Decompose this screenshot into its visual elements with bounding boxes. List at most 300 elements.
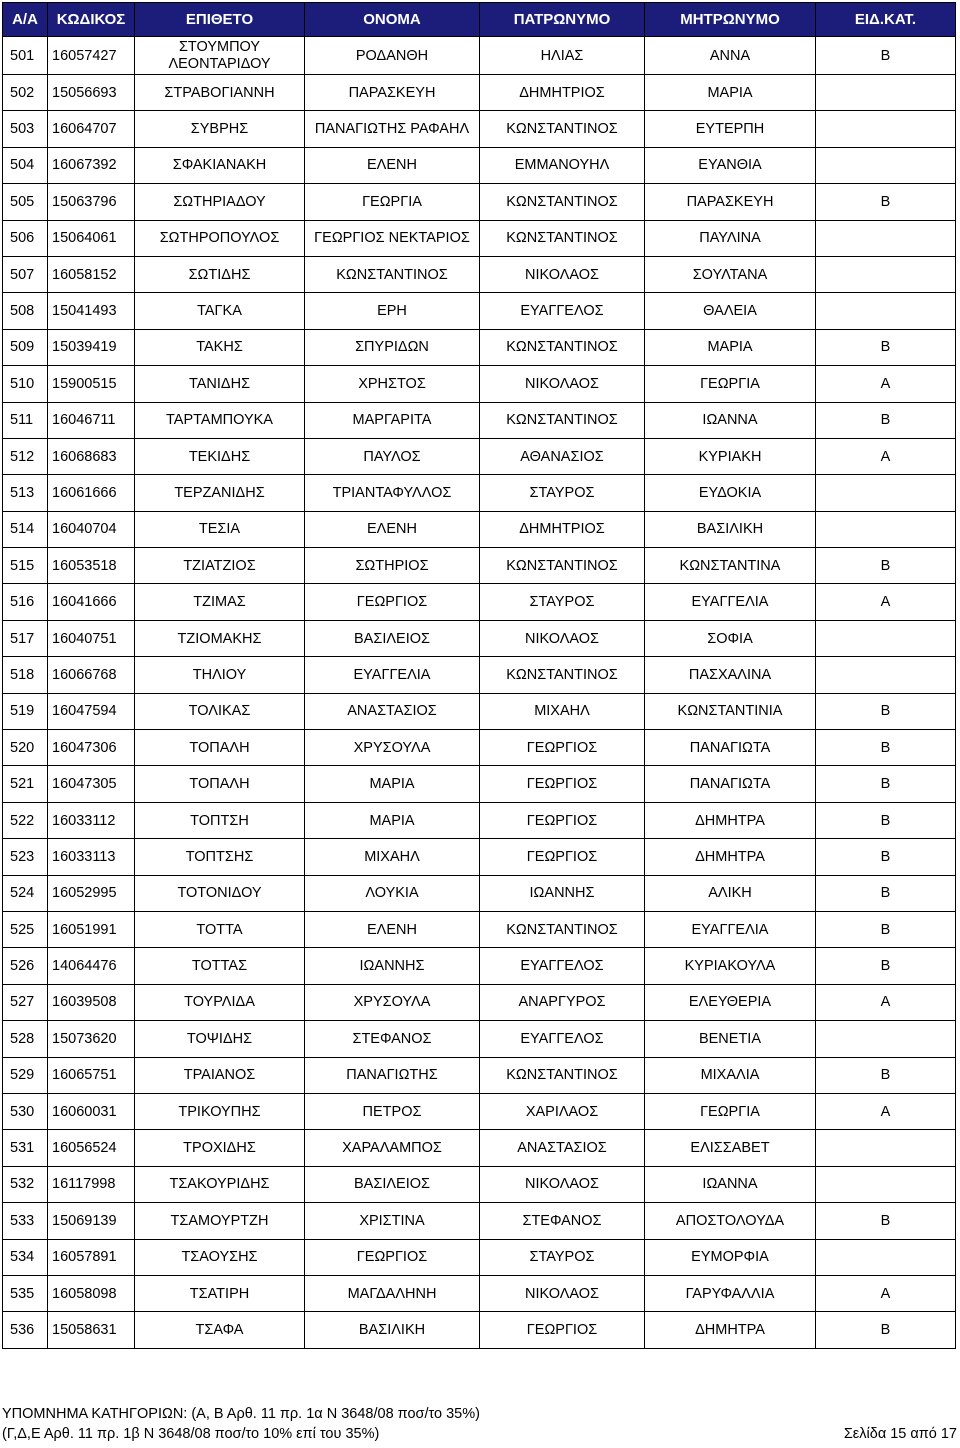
cell-aa: 509: [3, 329, 48, 365]
cell-special-category: Α: [816, 1093, 956, 1129]
cell-mother-name: ΣΟΦΙΑ: [645, 620, 816, 656]
cell-mother-name: ΔΗΜΗΤΡΑ: [645, 1312, 816, 1348]
cell-special-category: Β: [816, 184, 956, 220]
header-father-name: ΠΑΤΡΩΝΥΜΟ: [480, 3, 645, 37]
cell-name: ΚΩΝΣΤΑΝΤΙΝΟΣ: [305, 256, 480, 292]
cell-mother-name: ΠΑΝΑΓΙΩΤΑ: [645, 766, 816, 802]
cell-surname: ΤΟΛΙΚΑΣ: [135, 693, 305, 729]
cell-surname: ΤΕΚΙΔΗΣ: [135, 438, 305, 474]
cell-aa: 510: [3, 366, 48, 402]
cell-name: ΡΟΔΑΝΘΗ: [305, 37, 480, 75]
cell-special-category: Β: [816, 766, 956, 802]
cell-special-category: Β: [816, 911, 956, 947]
cell-mother-name: ΜΙΧΑΛΙΑ: [645, 1057, 816, 1093]
cell-name: ΠΑΝΑΓΙΩΤΗΣ: [305, 1057, 480, 1093]
cell-surname: ΤΟΥΡΛΙΔΑ: [135, 984, 305, 1020]
table-row: [3, 657, 956, 693]
cell-mother-name: ΙΩΑΝΝΑ: [645, 1166, 816, 1202]
cell-surname: ΤΑΚΗΣ: [135, 329, 305, 365]
cell-father-name: ΓΕΩΡΓΙΟΣ: [480, 766, 645, 802]
table-row: [3, 620, 956, 656]
cell-father-name: ΚΩΝΣΤΑΝΤΙΝΟΣ: [480, 329, 645, 365]
cell-mother-name: ΓΑΡΥΦΑΛΛΙΑ: [645, 1275, 816, 1311]
cell-code: 16060031: [48, 1093, 135, 1129]
cell-special-category: Β: [816, 693, 956, 729]
cell-special-category: [816, 293, 956, 329]
cell-father-name: ΣΤΑΥΡΟΣ: [480, 475, 645, 511]
cell-surname: ΤΟΠΑΛΗ: [135, 766, 305, 802]
table-row: [3, 911, 956, 947]
cell-special-category: Β: [816, 1203, 956, 1239]
header-aa: Α/Α: [3, 3, 48, 37]
cell-special-category: Β: [816, 329, 956, 365]
document-sheet: [2, 2, 955, 1349]
cell-name: ΣΤΕΦΑΝΟΣ: [305, 1021, 480, 1057]
cell-name: ΓΕΩΡΓΙΑ: [305, 184, 480, 220]
cell-code: 15073620: [48, 1021, 135, 1057]
cell-surname: ΤΖΙΟΜΑΚΗΣ: [135, 620, 305, 656]
cell-special-category: [816, 475, 956, 511]
header-code: ΚΩΔΙΚΟΣ: [48, 3, 135, 37]
page-number: Σελίδα 15 από 17: [843, 1426, 957, 1442]
cell-surname: ΤΟΠΑΛΗ: [135, 730, 305, 766]
cell-surname: ΤΗΛΙΟΥ: [135, 657, 305, 693]
cell-special-category: [816, 147, 956, 183]
cell-special-category: Β: [816, 802, 956, 838]
cell-code: 16061666: [48, 475, 135, 511]
cell-code: 16052995: [48, 875, 135, 911]
cell-code: 16068683: [48, 438, 135, 474]
table-row: [3, 111, 956, 147]
cell-surname: ΤΣΑΚΟΥΡΙΔΗΣ: [135, 1166, 305, 1202]
cell-code: 16065751: [48, 1057, 135, 1093]
page-footer: [2, 1404, 957, 1444]
cell-aa: 516: [3, 584, 48, 620]
cell-name: ΠΑΡΑΣΚΕΥΗ: [305, 75, 480, 111]
cell-aa: 513: [3, 475, 48, 511]
cell-special-category: Α: [816, 1275, 956, 1311]
cell-mother-name: ΕΥΔΟΚΙΑ: [645, 475, 816, 511]
cell-aa: 503: [3, 111, 48, 147]
table-row: [3, 329, 956, 365]
cell-aa: 518: [3, 657, 48, 693]
cell-code: 15056693: [48, 75, 135, 111]
cell-special-category: [816, 1166, 956, 1202]
cell-father-name: ΧΑΡΙΛΑΟΣ: [480, 1093, 645, 1129]
table-row: [3, 511, 956, 547]
candidates-table: [2, 2, 956, 1349]
cell-mother-name: ΒΕΝΕΤΙΑ: [645, 1021, 816, 1057]
cell-special-category: [816, 657, 956, 693]
cell-surname: ΤΣΑΤΙΡΗ: [135, 1275, 305, 1311]
table-row: [3, 366, 956, 402]
cell-code: 16056524: [48, 1130, 135, 1166]
cell-code: 15064061: [48, 220, 135, 256]
cell-name: ΤΡΙΑΝΤΑΦΥΛΛΟΣ: [305, 475, 480, 511]
cell-aa: 524: [3, 875, 48, 911]
cell-code: 16047594: [48, 693, 135, 729]
table-row: [3, 475, 956, 511]
cell-name: ΑΝΑΣΤΑΣΙΟΣ: [305, 693, 480, 729]
cell-special-category: [816, 111, 956, 147]
cell-name: ΧΡΥΣΟΥΛΑ: [305, 730, 480, 766]
cell-father-name: ΙΩΑΝΝΗΣ: [480, 875, 645, 911]
cell-mother-name: ΘΑΛΕΙΑ: [645, 293, 816, 329]
cell-mother-name: ΒΑΣΙΛΙΚΗ: [645, 511, 816, 547]
cell-father-name: ΚΩΝΣΤΑΝΤΙΝΟΣ: [480, 657, 645, 693]
cell-aa: 517: [3, 620, 48, 656]
cell-father-name: ΣΤΑΥΡΟΣ: [480, 584, 645, 620]
cell-name: ΧΑΡΑΛΑΜΠΟΣ: [305, 1130, 480, 1166]
cell-father-name: ΝΙΚΟΛΑΟΣ: [480, 256, 645, 292]
cell-surname: ΤΕΡΖΑΝΙΔΗΣ: [135, 475, 305, 511]
cell-aa: 531: [3, 1130, 48, 1166]
cell-name: ΕΛΕΝΗ: [305, 511, 480, 547]
cell-father-name: ΓΕΩΡΓΙΟΣ: [480, 1312, 645, 1348]
cell-name: ΠΑΥΛΟΣ: [305, 438, 480, 474]
cell-name: ΓΕΩΡΓΙΟΣ: [305, 1239, 480, 1275]
cell-special-category: Β: [816, 37, 956, 75]
cell-father-name: ΕΥΑΓΓΕΛΟΣ: [480, 293, 645, 329]
cell-aa: 520: [3, 730, 48, 766]
cell-aa: 527: [3, 984, 48, 1020]
table-row: [3, 948, 956, 984]
cell-code: 16047305: [48, 766, 135, 802]
cell-aa: 522: [3, 802, 48, 838]
cell-mother-name: ΕΛΕΥΘΕΡΙΑ: [645, 984, 816, 1020]
cell-name: ΣΠΥΡΙΔΩΝ: [305, 329, 480, 365]
cell-aa: 529: [3, 1057, 48, 1093]
cell-name: ΛΟΥΚΙΑ: [305, 875, 480, 911]
cell-mother-name: ΕΥΜΟΡΦΙΑ: [645, 1239, 816, 1275]
cell-mother-name: ΠΑΡΑΣΚΕΥΗ: [645, 184, 816, 220]
cell-code: 16057427: [48, 37, 135, 75]
cell-surname: ΤΣΑΜΟΥΡΤΖΗ: [135, 1203, 305, 1239]
header-name: ΟΝΟΜΑ: [305, 3, 480, 37]
cell-mother-name: ΜΑΡΙΑ: [645, 329, 816, 365]
cell-code: 14064476: [48, 948, 135, 984]
cell-name: ΓΕΩΡΓΙΟΣ ΝΕΚΤΑΡΙΟΣ: [305, 220, 480, 256]
cell-code: 16040704: [48, 511, 135, 547]
cell-father-name: ΝΙΚΟΛΑΟΣ: [480, 1166, 645, 1202]
cell-aa: 507: [3, 256, 48, 292]
cell-father-name: ΗΛΙΑΣ: [480, 37, 645, 75]
cell-code: 16066768: [48, 657, 135, 693]
cell-code: 16033113: [48, 839, 135, 875]
cell-aa: 526: [3, 948, 48, 984]
cell-surname: ΤΡΟΧΙΔΗΣ: [135, 1130, 305, 1166]
cell-special-category: Α: [816, 584, 956, 620]
cell-father-name: ΜΙΧΑΗΛ: [480, 693, 645, 729]
cell-surname: ΤΡΑΙΑΝΟΣ: [135, 1057, 305, 1093]
cell-father-name: ΑΘΑΝΑΣΙΟΣ: [480, 438, 645, 474]
table-row: [3, 1057, 956, 1093]
cell-aa: 511: [3, 402, 48, 438]
cell-aa: 528: [3, 1021, 48, 1057]
cell-code: 16046711: [48, 402, 135, 438]
cell-surname: ΣΥΒΡΗΣ: [135, 111, 305, 147]
cell-father-name: ΚΩΝΣΤΑΝΤΙΝΟΣ: [480, 220, 645, 256]
table-row: [3, 1130, 956, 1166]
cell-surname: ΤΡΙΚΟΥΠΗΣ: [135, 1093, 305, 1129]
cell-surname: ΤΟΤΤΑ: [135, 911, 305, 947]
cell-mother-name: ΕΥΑΓΓΕΛΙΑ: [645, 911, 816, 947]
cell-special-category: [816, 220, 956, 256]
cell-father-name: ΓΕΩΡΓΙΟΣ: [480, 802, 645, 838]
cell-surname: ΣΤΟΥΜΠΟΥ ΛΕΟΝΤΑΡΙΔΟΥ: [135, 37, 305, 75]
cell-mother-name: ΠΑΣΧΑΛΙΝΑ: [645, 657, 816, 693]
cell-code: 15039419: [48, 329, 135, 365]
cell-code: 15041493: [48, 293, 135, 329]
table-row: [3, 548, 956, 584]
table-row: [3, 802, 956, 838]
cell-surname: ΤΖΙΜΑΣ: [135, 584, 305, 620]
cell-name: ΙΩΑΝΝΗΣ: [305, 948, 480, 984]
cell-mother-name: ΚΩΝΣΤΑΝΤΙΝΑ: [645, 548, 816, 584]
cell-father-name: ΚΩΝΣΤΑΝΤΙΝΟΣ: [480, 184, 645, 220]
table-row: [3, 766, 956, 802]
cell-mother-name: ΜΑΡΙΑ: [645, 75, 816, 111]
cell-mother-name: ΓΕΩΡΓΙΑ: [645, 1093, 816, 1129]
table-row: [3, 839, 956, 875]
cell-special-category: Α: [816, 366, 956, 402]
cell-mother-name: ΠΑΝΑΓΙΩΤΑ: [645, 730, 816, 766]
cell-mother-name: ΠΑΥΛΙΝΑ: [645, 220, 816, 256]
cell-father-name: ΣΤΑΥΡΟΣ: [480, 1239, 645, 1275]
cell-aa: 505: [3, 184, 48, 220]
cell-mother-name: ΚΥΡΙΑΚΗ: [645, 438, 816, 474]
cell-code: 15069139: [48, 1203, 135, 1239]
table-row: [3, 293, 956, 329]
cell-mother-name: ΔΗΜΗΤΡΑ: [645, 839, 816, 875]
cell-name: ΕΡΗ: [305, 293, 480, 329]
header-surname: ΕΠΙΘΕΤΟ: [135, 3, 305, 37]
cell-father-name: ΝΙΚΟΛΑΟΣ: [480, 366, 645, 402]
cell-name: ΒΑΣΙΛΕΙΟΣ: [305, 620, 480, 656]
cell-father-name: ΚΩΝΣΤΑΝΤΙΝΟΣ: [480, 402, 645, 438]
cell-aa: 502: [3, 75, 48, 111]
cell-father-name: ΚΩΝΣΤΑΝΤΙΝΟΣ: [480, 111, 645, 147]
cell-mother-name: ΓΕΩΡΓΙΑ: [645, 366, 816, 402]
cell-name: ΓΕΩΡΓΙΟΣ: [305, 584, 480, 620]
table-row: [3, 256, 956, 292]
cell-code: 16041666: [48, 584, 135, 620]
cell-surname: ΣΩΤΙΔΗΣ: [135, 256, 305, 292]
cell-name: ΕΛΕΝΗ: [305, 147, 480, 183]
cell-name: ΜΑΡΙΑ: [305, 766, 480, 802]
cell-special-category: [816, 1130, 956, 1166]
cell-special-category: [816, 511, 956, 547]
table-body: [3, 37, 956, 1349]
cell-name: ΧΡΙΣΤΙΝΑ: [305, 1203, 480, 1239]
cell-mother-name: ΚΩΝΣΤΑΝΤΙΝΙΑ: [645, 693, 816, 729]
cell-name: ΜΑΡΙΑ: [305, 802, 480, 838]
cell-code: 16117998: [48, 1166, 135, 1202]
cell-father-name: ΔΗΜΗΤΡΙΟΣ: [480, 75, 645, 111]
table-row: [3, 220, 956, 256]
cell-surname: ΣΩΤΗΡΙΑΔΟΥ: [135, 184, 305, 220]
cell-special-category: Β: [816, 548, 956, 584]
cell-surname: ΤΟΤΤΑΣ: [135, 948, 305, 984]
cell-code: 16064707: [48, 111, 135, 147]
table-row: [3, 584, 956, 620]
cell-mother-name: ΕΥΑΓΓΕΛΙΑ: [645, 584, 816, 620]
cell-aa: 514: [3, 511, 48, 547]
cell-aa: 533: [3, 1203, 48, 1239]
cell-father-name: ΓΕΩΡΓΙΟΣ: [480, 730, 645, 766]
cell-code: 16040751: [48, 620, 135, 656]
cell-father-name: ΚΩΝΣΤΑΝΤΙΝΟΣ: [480, 1057, 645, 1093]
cell-name: ΧΡΗΣΤΟΣ: [305, 366, 480, 402]
table-row: [3, 1093, 956, 1129]
cell-surname: ΣΦΑΚΙΑΝΑΚΗ: [135, 147, 305, 183]
cell-father-name: ΕΥΑΓΓΕΛΟΣ: [480, 1021, 645, 1057]
cell-surname: ΤΑΝΙΔΗΣ: [135, 366, 305, 402]
cell-surname: ΤΟΨΙΔΗΣ: [135, 1021, 305, 1057]
cell-special-category: Β: [816, 730, 956, 766]
cell-name: ΜΑΓΔΑΛΗΝΗ: [305, 1275, 480, 1311]
header-special-category: ΕΙΔ.ΚΑΤ.: [816, 3, 956, 37]
cell-father-name: ΕΥΑΓΓΕΛΟΣ: [480, 948, 645, 984]
cell-mother-name: ΚΥΡΙΑΚΟΥΛΑ: [645, 948, 816, 984]
cell-aa: 525: [3, 911, 48, 947]
cell-code: 16033112: [48, 802, 135, 838]
cell-father-name: ΚΩΝΣΤΑΝΤΙΝΟΣ: [480, 911, 645, 947]
cell-special-category: Β: [816, 839, 956, 875]
table-row: [3, 184, 956, 220]
cell-surname: ΤΟΠΤΣΗ: [135, 802, 305, 838]
cell-code: 16067392: [48, 147, 135, 183]
cell-father-name: ΔΗΜΗΤΡΙΟΣ: [480, 511, 645, 547]
cell-aa: 535: [3, 1275, 48, 1311]
table-row: [3, 1275, 956, 1311]
cell-name: ΜΙΧΑΗΛ: [305, 839, 480, 875]
cell-aa: 512: [3, 438, 48, 474]
cell-name: ΣΩΤΗΡΙΟΣ: [305, 548, 480, 584]
cell-father-name: ΑΝΑΡΓΥΡΟΣ: [480, 984, 645, 1020]
cell-code: 16057891: [48, 1239, 135, 1275]
cell-name: ΕΥΑΓΓΕΛΙΑ: [305, 657, 480, 693]
table-row: [3, 984, 956, 1020]
cell-surname: ΤΑΓΚΑ: [135, 293, 305, 329]
cell-special-category: [816, 1021, 956, 1057]
cell-aa: 519: [3, 693, 48, 729]
cell-special-category: Β: [816, 875, 956, 911]
cell-code: 15063796: [48, 184, 135, 220]
cell-code: 16058152: [48, 256, 135, 292]
cell-name: ΒΑΣΙΛΙΚΗ: [305, 1312, 480, 1348]
table-row: [3, 1203, 956, 1239]
table-row: [3, 37, 956, 75]
table-row: [3, 438, 956, 474]
cell-surname: ΤΑΡΤΑΜΠΟΥΚΑ: [135, 402, 305, 438]
cell-aa: 506: [3, 220, 48, 256]
cell-mother-name: ΣΟΥΛΤΑΝΑ: [645, 256, 816, 292]
cell-special-category: Α: [816, 438, 956, 474]
cell-aa: 515: [3, 548, 48, 584]
table-row: [3, 730, 956, 766]
cell-code: 16039508: [48, 984, 135, 1020]
cell-aa: 523: [3, 839, 48, 875]
cell-special-category: Α: [816, 984, 956, 1020]
cell-aa: 532: [3, 1166, 48, 1202]
cell-aa: 534: [3, 1239, 48, 1275]
cell-mother-name: ΔΗΜΗΤΡΑ: [645, 802, 816, 838]
cell-father-name: ΝΙΚΟΛΑΟΣ: [480, 1275, 645, 1311]
cell-aa: 536: [3, 1312, 48, 1348]
table-row: [3, 1021, 956, 1057]
cell-name: ΠΕΤΡΟΣ: [305, 1093, 480, 1129]
cell-special-category: [816, 620, 956, 656]
cell-surname: ΤΕΣΙΑ: [135, 511, 305, 547]
cell-name: ΠΑΝΑΓΙΩΤΗΣ ΡΑΦΑΗΛ: [305, 111, 480, 147]
cell-mother-name: ΑΠΟΣΤΟΛΟΥΔΑ: [645, 1203, 816, 1239]
cell-father-name: ΚΩΝΣΤΑΝΤΙΝΟΣ: [480, 548, 645, 584]
cell-surname: ΣΤΡΑΒΟΓΙΑΝΝΗ: [135, 75, 305, 111]
table-row: [3, 1312, 956, 1348]
cell-aa: 504: [3, 147, 48, 183]
table-row: [3, 875, 956, 911]
cell-surname: ΤΣΑΦΑ: [135, 1312, 305, 1348]
cell-name: ΕΛΕΝΗ: [305, 911, 480, 947]
cell-code: 15058631: [48, 1312, 135, 1348]
cell-name: ΧΡΥΣΟΥΛΑ: [305, 984, 480, 1020]
cell-aa: 521: [3, 766, 48, 802]
cell-surname: ΤΖΙΑΤΖΙΟΣ: [135, 548, 305, 584]
legend-line-2: (Γ,Δ,Ε Αρθ. 11 πρ. 1β Ν 3648/08 ποσ/το 10% επί του 35%): [2, 1426, 380, 1442]
cell-special-category: Β: [816, 948, 956, 984]
cell-aa: 508: [3, 293, 48, 329]
cell-mother-name: ΑΝΝΑ: [645, 37, 816, 75]
header-mother-name: ΜΗΤΡΩΝΥΜΟ: [645, 3, 816, 37]
table-row: [3, 75, 956, 111]
cell-father-name: ΣΤΕΦΑΝΟΣ: [480, 1203, 645, 1239]
cell-special-category: [816, 256, 956, 292]
cell-code: 16051991: [48, 911, 135, 947]
table-row: [3, 147, 956, 183]
cell-mother-name: ΕΥΤΕΡΠΗ: [645, 111, 816, 147]
table-row: [3, 693, 956, 729]
cell-special-category: [816, 1239, 956, 1275]
cell-mother-name: ΙΩΑΝΝΑ: [645, 402, 816, 438]
cell-special-category: Β: [816, 1057, 956, 1093]
cell-special-category: Β: [816, 1312, 956, 1348]
table-row: [3, 1166, 956, 1202]
cell-surname: ΣΩΤΗΡΟΠΟΥΛΟΣ: [135, 220, 305, 256]
cell-father-name: ΓΕΩΡΓΙΟΣ: [480, 839, 645, 875]
cell-mother-name: ΕΥΑΝΘΙΑ: [645, 147, 816, 183]
cell-surname: ΤΣΑΟΥΣΗΣ: [135, 1239, 305, 1275]
cell-name: ΒΑΣΙΛΕΙΟΣ: [305, 1166, 480, 1202]
table-row: [3, 402, 956, 438]
table-header-row: [3, 3, 956, 37]
cell-special-category: Β: [816, 402, 956, 438]
cell-aa: 501: [3, 37, 48, 75]
cell-father-name: ΝΙΚΟΛΑΟΣ: [480, 620, 645, 656]
cell-aa: 530: [3, 1093, 48, 1129]
cell-special-category: [816, 75, 956, 111]
cell-mother-name: ΑΛΙΚΗ: [645, 875, 816, 911]
cell-surname: ΤΟΠΤΣΗΣ: [135, 839, 305, 875]
legend-line-1: ΥΠΟΜΝΗΜΑ ΚΑΤΗΓΟΡΙΩΝ: (Α, Β Αρθ. 11 πρ. 1α Ν 3648/08 ποσ/το 35%): [2, 1406, 480, 1422]
table-row: [3, 1239, 956, 1275]
cell-code: 16058098: [48, 1275, 135, 1311]
cell-code: 16053518: [48, 548, 135, 584]
cell-code: 15900515: [48, 366, 135, 402]
cell-father-name: ΑΝΑΣΤΑΣΙΟΣ: [480, 1130, 645, 1166]
cell-surname: ΤΟΤΟΝΙΔΟΥ: [135, 875, 305, 911]
cell-mother-name: ΕΛΙΣΣΑΒΕΤ: [645, 1130, 816, 1166]
